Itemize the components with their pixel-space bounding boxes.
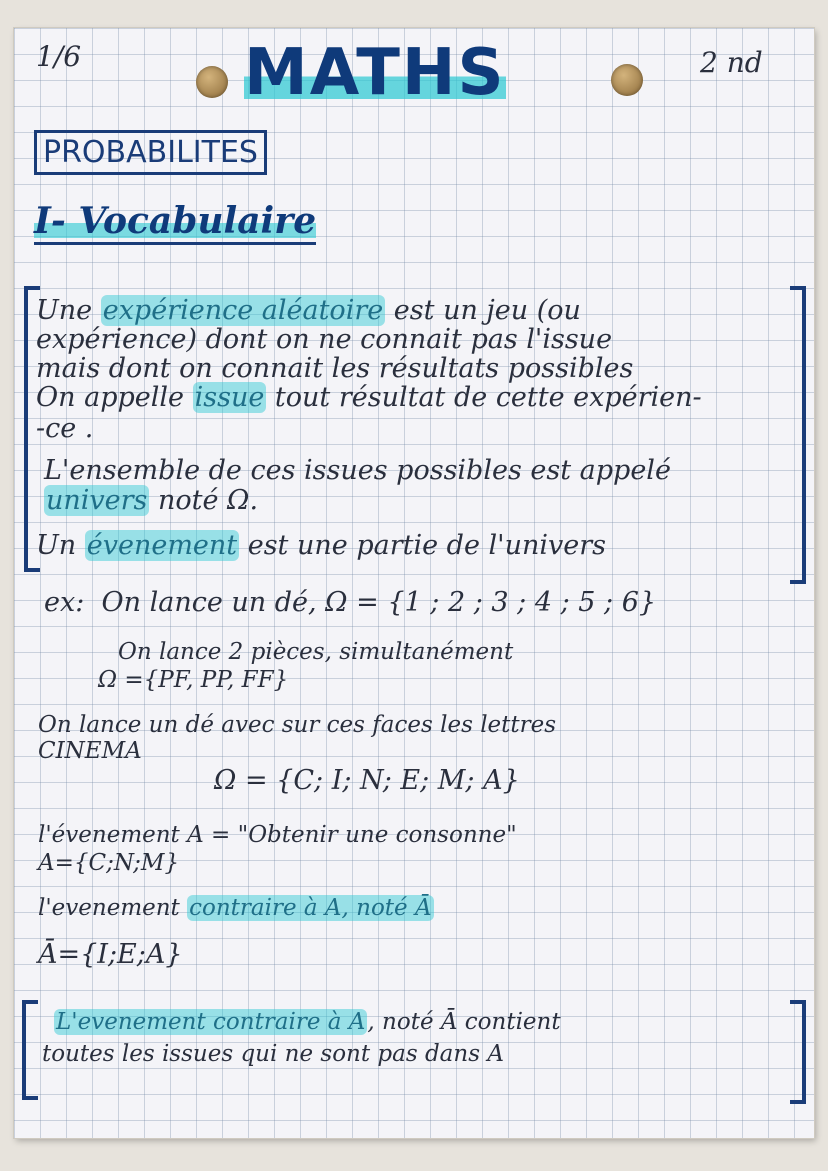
definition-line-1: Une expérience aléatoire est un jeu (ou: [36, 295, 581, 326]
event-contrary-line: l'evenement contraire à A, noté Ā: [38, 895, 432, 921]
event-contrary-set: Ā={I;E;A}: [38, 939, 183, 970]
rule-bracket-left: [22, 1000, 38, 1100]
page-title: MATHS: [244, 36, 506, 110]
highlight-contraire: contraire à A, noté Ā: [189, 895, 432, 921]
event-a-set: A={C;N;M}: [38, 850, 180, 876]
page-number: 1/6: [36, 40, 82, 73]
notebook-page: [14, 28, 814, 1138]
rule-line-2: toutes les issues qui ne sont pas dans A: [42, 1041, 504, 1067]
section-heading: I- Vocabulaire: [34, 200, 316, 245]
binder-hole-left: [196, 66, 228, 98]
definition-line-3: mais dont on connait les résultats possibles: [36, 353, 634, 384]
example-2-line-2: Ω ={PF, PP, FF}: [98, 667, 289, 693]
definition-line-5: -ce .: [36, 413, 94, 444]
highlight-evenement: évenement: [86, 530, 238, 561]
bracket-right: [790, 286, 806, 584]
definition-line-6: L'ensemble de ces issues possibles est appelé: [44, 455, 671, 486]
example-2-line-1: On lance 2 pièces, simultanément: [118, 639, 514, 665]
chapter-title: PROBABILITES: [34, 130, 267, 175]
definition-line-2: expérience) dont on ne connait pas l'issue: [36, 324, 613, 355]
definition-line-7: univers noté Ω.: [46, 485, 259, 516]
highlight-rule: L'evenement contraire à A: [56, 1009, 366, 1035]
definition-line-8: Un évenement est une partie de l'univers: [36, 530, 606, 561]
rule-line-1: L'evenement contraire à A, noté Ā contient: [56, 1009, 561, 1035]
example-label: ex:: [44, 587, 85, 618]
highlight-experience-aleatoire: expérience aléatoire: [102, 295, 384, 326]
binder-hole-right: [611, 64, 643, 96]
highlight-univers: univers: [46, 485, 148, 516]
event-a-definition: l'évenement A = "Obtenir une consonne": [38, 822, 517, 848]
definition-line-4: On appelle issue tout résultat de cette expérien-: [36, 382, 702, 413]
rule-bracket-right: [790, 1000, 806, 1104]
example-3-line-2: CINEMA: [38, 738, 142, 764]
highlight-issue: issue: [194, 382, 265, 413]
example-3-line-1: On lance un dé avec sur ces faces les lettres: [38, 712, 557, 738]
example-3-universe: Ω = {C; I; N; E; M; A}: [214, 765, 520, 796]
example-1: ex: On lance un dé, Ω = {1 ; 2 ; 3 ; 4 ; 5 ; 6}: [44, 587, 657, 618]
grade-label: 2 nd: [700, 46, 763, 79]
